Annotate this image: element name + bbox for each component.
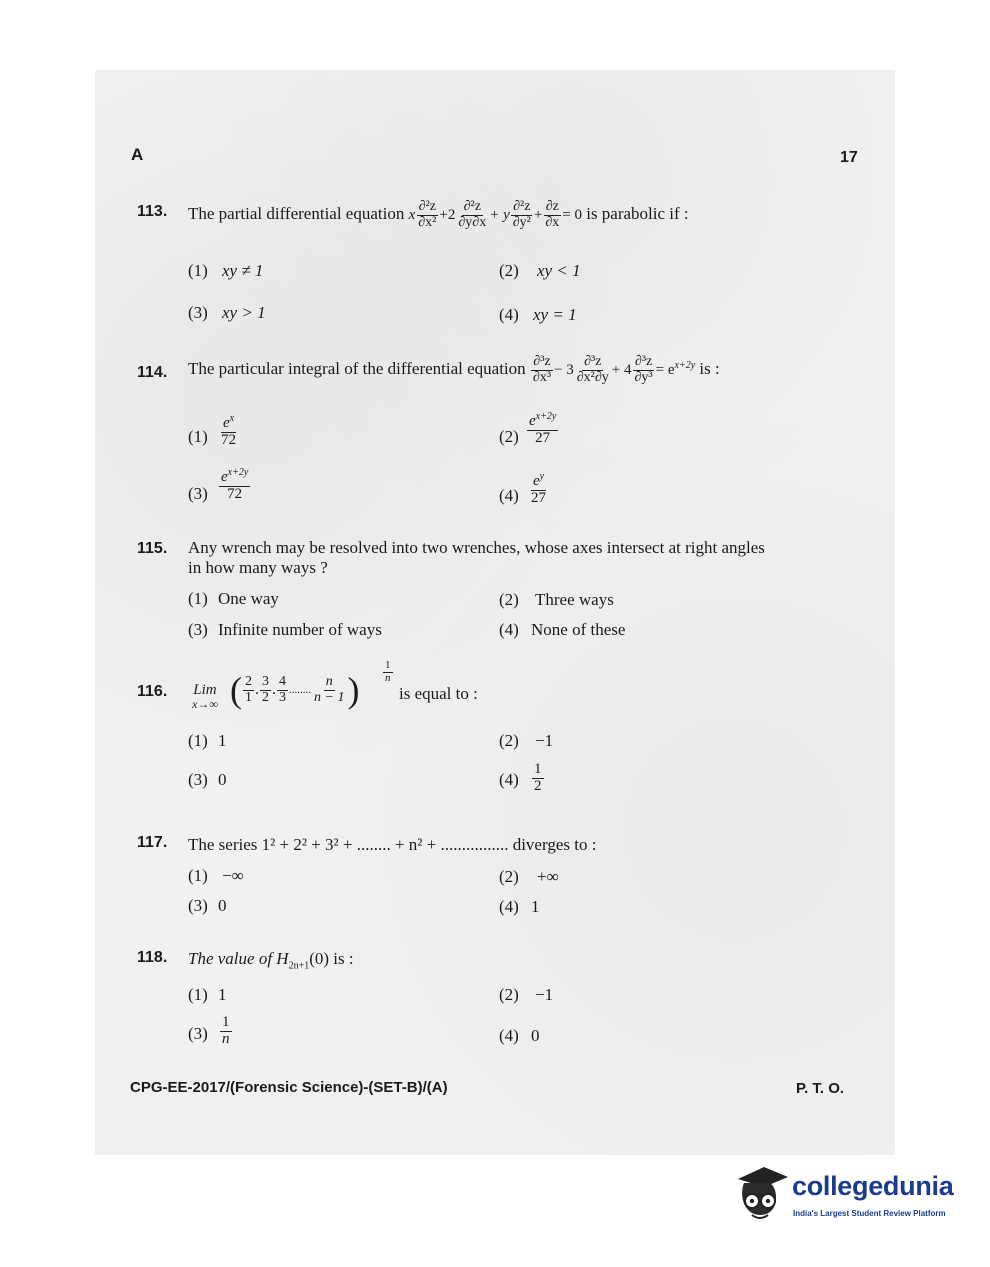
limit-exponent: $\frac{1}{n}$ [385,659,391,684]
option-value: −∞ [222,866,244,885]
option-fraction: $\frac{1}{n}$ [222,1014,230,1047]
option-fraction: $\frac{e^{x+2y}}{27}$ [529,411,557,446]
option-value: 0 [531,1026,540,1045]
option-label: (2) [499,590,519,609]
option-value: −1 [535,731,554,750]
question-number: 116. [137,683,168,700]
question-number: 113. [137,203,168,220]
option-value: 1 [218,731,227,750]
option-value: None of these [531,620,626,639]
question-number: 117. [137,834,168,851]
option-value: xy = 1 [533,305,577,324]
option-label: (4) [499,305,519,324]
option-label: (3) [188,303,208,322]
limit-expression: ( $\frac{2}{1}$ . $\frac{3}{2}$ . $\frac{4}{3}$ ........ $\frac{n}{n - 1}$ ) [230,670,360,710]
option-value: 0 [218,896,227,915]
option-label: (4) [499,897,519,916]
option-label: (4) [499,620,519,639]
option-value: 0 [218,770,227,789]
option-label: (1) [188,985,208,1004]
exam-page [95,70,895,1155]
question-text: Any wrench may be resolved into two wrenches, whose axes intersect at right angles [188,538,765,557]
option-value: Three ways [535,590,614,609]
option-label: (2) [499,731,519,750]
set-letter: A [131,145,144,164]
page-number: 17 [840,149,858,166]
question-number: 115. [137,540,168,557]
question-text: The particular integral of the differential equation $\frac{\text{∂³z}}{\text{∂x³}}$ − 3 $\frac{\text{∂³z}}{\text{∂x²∂y}}$ + 4 $\frac{\text{∂³z}}{\text{∂y³}}$ = $e^{x+2y}$ is : [188,354,720,385]
exam-code: CPG-EE-2017/(Forensic Science)-(SET-B)/(A) [130,1079,448,1096]
option-fraction: $\frac{1}{2}$ [534,761,542,794]
option-label: (4) [499,770,519,789]
question-number: 114. [137,364,168,381]
option-value: xy > 1 [222,303,266,322]
option-label: (1) [188,731,208,750]
option-label: (1) [188,866,208,885]
collegedunia-logo [730,1163,962,1229]
option-label: (1) [188,427,208,446]
brand-name: collegedunia [792,1171,954,1201]
option-label: (3) [188,620,208,639]
option-fraction: $\frac{e^y}{27}$ [531,471,546,506]
option-label: (1) [188,261,208,280]
question-text: The value of $H_{2n+1}(0)$ is : [188,949,354,972]
question-number: 118. [137,949,168,966]
option-label: (3) [188,1024,208,1043]
option-value: 1 [218,985,227,1004]
brand-tagline: India's Largest Student Review Platform [793,1209,946,1218]
option-label: (3) [188,770,208,789]
option-fraction: $\frac{e^x}{72}$ [221,413,236,448]
question-text: is equal to : [399,684,478,703]
option-value: One way [218,589,279,608]
option-value: Infinite number of ways [218,620,382,639]
question-text: in how many ways ? [188,558,328,577]
option-label: (2) [499,261,519,280]
option-fraction: $\frac{e^{x+2y}}{72}$ [221,467,249,502]
limit-operator: Lim x→∞ [192,682,218,711]
option-label: (1) [188,589,208,608]
question-text: The series 1² + 2² + 3² + ........ + n² + ................ diverges to : [188,835,597,854]
option-label: (3) [188,484,208,503]
please-turn-over: P. T. O. [796,1080,845,1097]
option-label: (2) [499,427,519,446]
option-value: −1 [535,985,554,1004]
option-value: xy < 1 [537,261,581,280]
option-value: +∞ [537,867,559,886]
option-label: (2) [499,867,519,886]
option-label: (3) [188,896,208,915]
option-label: (4) [499,486,519,505]
option-label: (2) [499,985,519,1004]
option-value: xy ≠ 1 [222,261,264,280]
option-value: 1 [531,897,540,916]
mascot-icon [730,1163,792,1229]
question-text: The partial differential equation x $\frac{\text{∂²z}}{\text{∂x²}}$ +2 $\frac{\text{∂²z}}{\partial y\partial x}$ + y $\frac{\text{∂²z}}{\text{∂y²}}$ + $\frac{\partial z}{\partial x}$ = 0 is parabolic if : [188,199,689,230]
option-label: (4) [499,1026,519,1045]
